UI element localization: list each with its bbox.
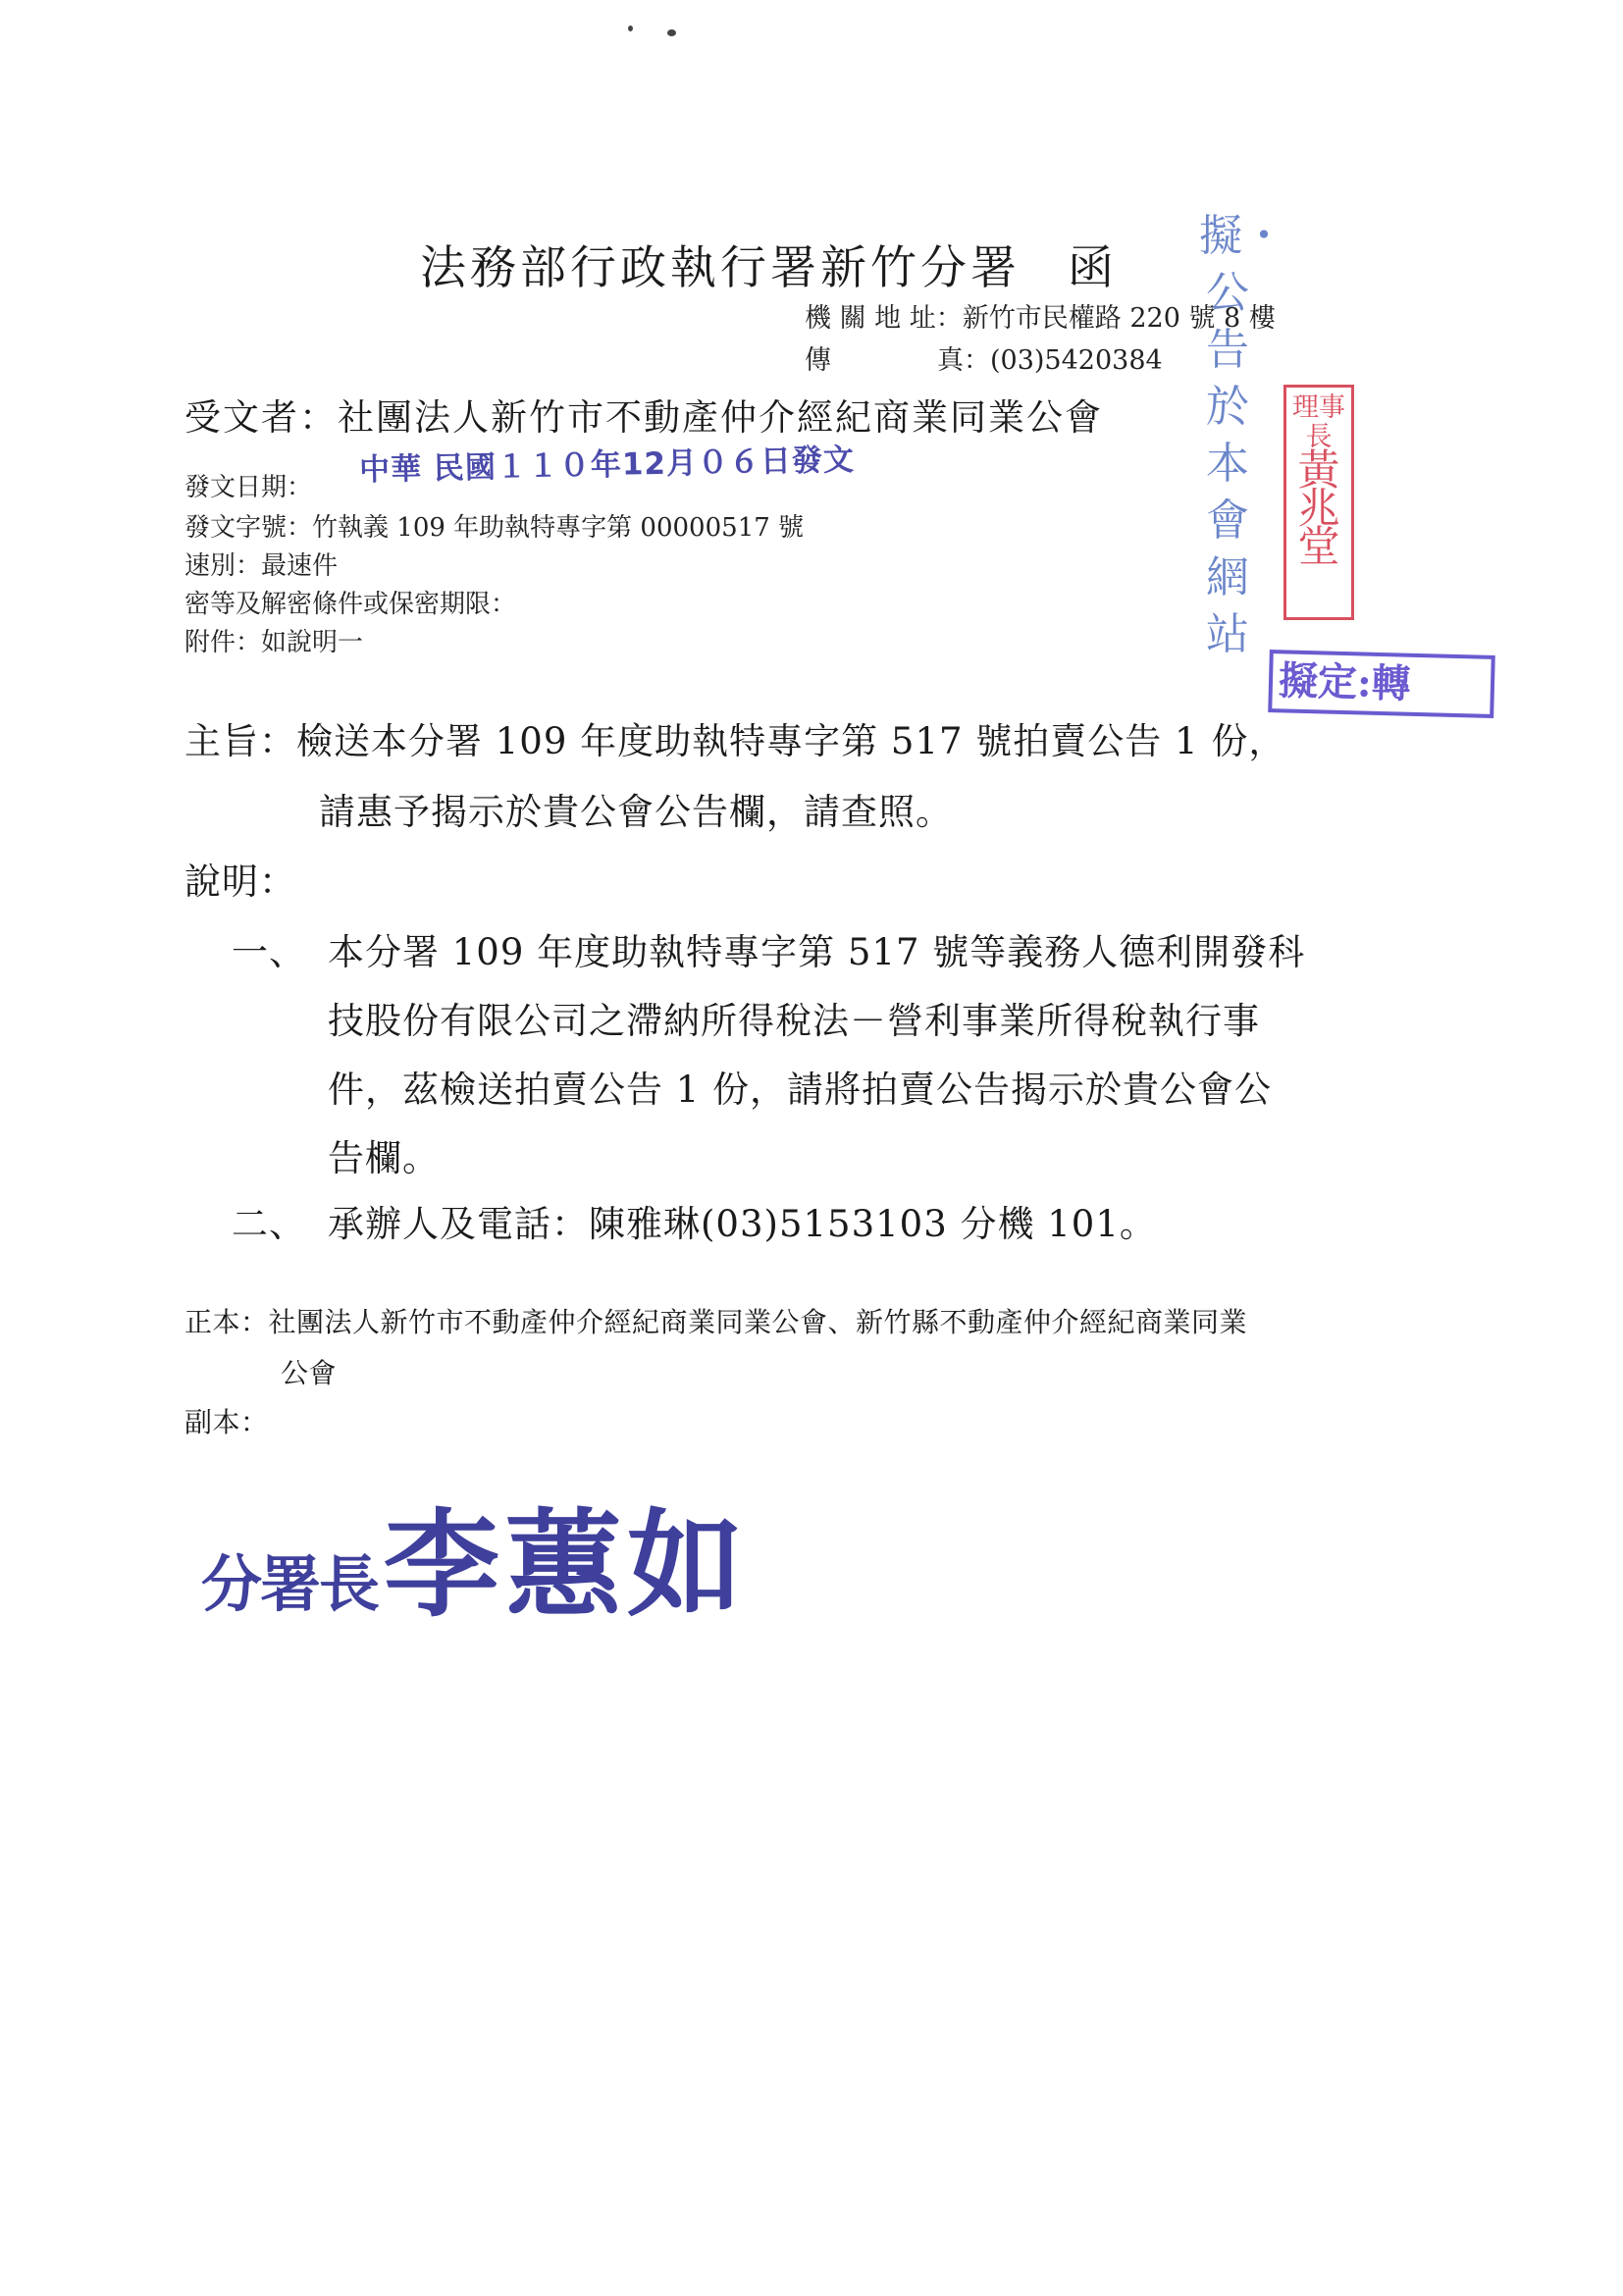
issue-date-row [184,467,312,503]
secrecy-label: 密等及解密條件或保密期限： [184,590,517,619]
chairman-red-seal [1283,385,1354,620]
explanation-item-1-marker: 一、 [232,931,306,973]
agency-name: 法務部行政執行署新竹分署 [420,241,1021,295]
scan-speck [628,26,633,31]
signature-stamp [201,1472,749,1639]
address-value: 新竹市民權路 220 號 8 樓 [962,303,1276,334]
attachment-value: 如說明一 [261,628,364,657]
signature-name: 李蕙如 [384,1496,750,1633]
document-header [420,232,1118,297]
document-type: 函 [1068,241,1118,295]
vertical-blue-stamp: 擬・公告於本會網站 [1199,211,1285,659]
explanation-item-1-line: 件，茲檢送拍賣公告 1 份，請將拍賣公告揭示於貴公會公 [328,1069,1273,1111]
subject-line-1: 檢送本分署 109 年度助執特專字第 517 號拍賣公告 1 份， [296,720,1286,762]
issue-date-label: 發文日期： [184,473,313,502]
fax-label: 傳 真： [805,345,990,376]
attachment-label: 附件： [184,628,262,657]
original-label: 正本： [184,1306,269,1338]
explanation-label: 說明： [184,861,296,903]
explanation-item-1-line: 技股份有限公司之滯納所得稅法－營利事業所得稅執行事 [328,1000,1260,1042]
original-line-2: 公會 [281,1357,338,1389]
proposal-purple-stamp: 擬定:轉 [1268,650,1495,718]
original-recipients-row [184,1301,1247,1340]
speed-label: 速別： [184,551,262,581]
explanation-item-2-line: 承辦人及電話：陳雅琳(03)5153103 分機 101。 [328,1203,1157,1245]
speed-row [184,546,338,582]
explanation-item-2-marker: 二、 [232,1203,306,1245]
recipient-label: 受文者： [184,396,338,439]
red-seal-title: 理事長 [1292,392,1345,452]
issue-date-stamp: 中華 民國１１０年12月０６日發文 [358,442,856,489]
doc-number-value: 竹執義 109 年助執特專字第 00000517 號 [312,513,805,543]
original-line-1: 社團法人新竹市不動產仲介經紀商業同業公會、新竹縣不動產仲介經紀商業同業 [268,1306,1248,1338]
copy-recipients-row [184,1401,269,1440]
address-label: 機 關 地 址： [805,303,963,334]
explanation-item-1-line: 本分署 109 年度助執特專字第 517 號等義務人德利開發科 [328,931,1306,973]
signature-title: 分署長 [201,1548,379,1620]
recipient-name: 社團法人新竹市不動產仲介經紀商業同業公會 [338,396,1103,439]
fax-row [805,339,1163,377]
fax-value: (03)5420384 [990,345,1163,376]
explanation-item-1-line: 告欄。 [328,1137,440,1179]
speed-value: 最速件 [261,551,339,581]
doc-number-row [184,507,804,544]
red-seal-name: 黃兆堂 [1297,446,1340,572]
attachment-row [184,622,363,658]
copy-label: 副本： [184,1406,269,1438]
scan-speck [667,29,676,36]
doc-number-label: 發文字號： [184,513,313,543]
subject-row [184,711,1285,764]
recipient-row [184,388,1103,441]
subject-label: 主旨： [184,720,296,762]
secrecy-row [184,584,516,620]
subject-line-2: 請惠予揭示於貴公會公告欄，請查照。 [319,791,953,833]
